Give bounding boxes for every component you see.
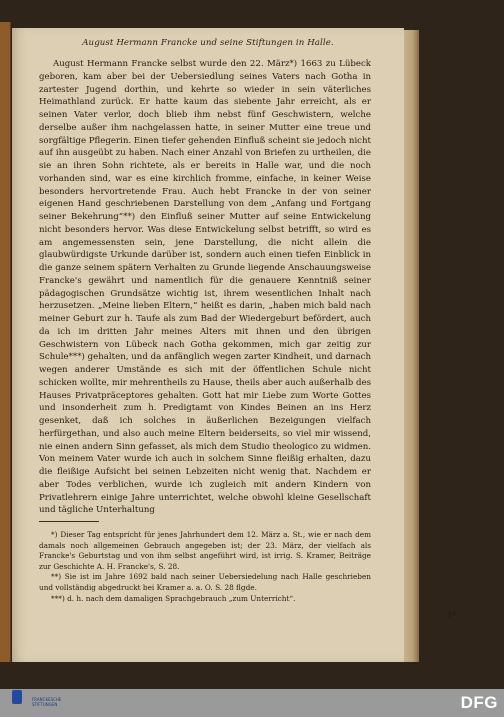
footer-bar	[0, 689, 504, 717]
book-cover-edge	[402, 30, 419, 662]
logo-icon	[12, 690, 22, 704]
footnote: ***) d. h. nach dem damaligen Sprachgebrauch „zum Unterricht“.	[51, 593, 296, 603]
body-text	[39, 58, 371, 517]
logo-text: FRANCKESCHE STIFTUNGEN	[32, 697, 62, 707]
page-number: 3	[462, 37, 468, 47]
signature-mark: 1*	[446, 611, 456, 620]
footnotes	[39, 530, 371, 604]
footnote-rule	[39, 521, 99, 522]
footnote: *) Dieser Tag entspricht für jenes Jahrhundert dem 12. März a. St., wie er nach dem damals noch allgemeinen Gebrauch angegeben ist; der 23. März, der vielfach als Francke's Geburtstag und von ihm selbst angeführt wird, ist irrig. S. Kramer, Beiträge zur Geschichte A. H. Francke's, S. 28.	[39, 530, 371, 571]
institution-logo	[4, 690, 30, 716]
running-head: August Hermann Francke und seine Stiftungen in Halle.	[82, 38, 334, 48]
funder-logo: DFG	[460, 693, 498, 712]
paragraph: August Hermann Francke selbst wurde den 22. März*) 1663 zu Lübeck geboren, kam aber bei der Uebersiedlung seines Vaters nach Gotha in zartester Jugend dorthin, und kehrte so wieder in sein väterliches Heimathland zurück. Er hatte kaum das siebente Jahr erreicht, als er seinen Vater verlor, doch blieb ihm nebst fünf Geschwistern, welche derselbe außer ihm nachgelassen hatte, in seiner Mutter eine treue und sorgfältige Pflegerin. Einen tiefer gehenden Einfluß scheint sie jedoch nicht auf ihn ausgeübt zu haben. Nach einer Anzahl von Briefen zu urtheilen, die sie an ihren Sohn richtete, als er bereits in Halle war, und die noch vorhanden sind, war es eine kirchlich fromme, einfache, in keiner Weise besonders hervortretende Frau. Auch hebt Francke in der von seiner eigenen Hand geschriebenen Darstellung von dem „Anfang und Fortgang seiner Bekehrung“**) den Einfluß seiner Mutter auf seine Entwickelung nicht besonders hervor. Was diese Entwickelung selbst betrifft, so wird es am angemessensten sein, jene Darstellung, die nicht allein die glaubwürdigste Urkunde darüber ist, sondern auch einen tiefen Einblick in die ganze seinem spätern Verhalten zu Grunde liegende Anschauungsweise Francke's gewährt und namentlich für die genauere Kenntniß seiner pädagogischen Grundsätze wichtig ist, ihrem wesentlichen Inhalt nach herzusetzen. „Meine lieben Eltern,“ heißt es darin, „haben mich bald nach meiner Geburt zur h. Taufe als zum Bad der Wiedergeburt befördert, auch da ich im dritten Jahr meines Alters mit ihnen und den übrigen Geschwistern von Lübeck nach Gotha gekommen, mich gar zeitig zur Schule***) gehalten, und da anfänglich wegen zarter Kindheit, und darnach wegen anderer Umstände es sich mit der öffentlichen Schule nicht schicken wollte, mir mehrentheils zu Hause, theils aber auch außerhalb des Hauses Privatpräceptores gehalten. Gott hat mir Liebe zum Worte Gottes und insonderheit zum h. Predigtamt von Kindes Beinen an ins Herz gesenket, daß ich solches in äußerlichen Bezeigungen vielfach herfürgethan, und also auch meine Eltern beiderseits, so viel mir wissend, nie einen andern Sinn gefasset, als mich dem Studio theologico zu widmen. Von meinem Vater wurde ich auch in solchem Sinne fleißig erhalten, dazu die fleißige Aufsicht bei seinen Lebzeiten nicht wenig that. Nachdem er aber Todes verblichen, wurde ich zugleich mit andern Kindern von Privatlehrern einige Jahre unterrichtet, welche obwohl kleine Gesellschaft und tägliche Unterhaltung	[39, 59, 371, 516]
book-binding-left	[0, 22, 11, 662]
footnote: **) Sie ist im Jahre 1692 bald nach seiner Uebersiedelung nach Halle geschrieben und vollständig abgedruckt bei Kramer a. a. O. S. 28 flgde.	[39, 572, 371, 592]
